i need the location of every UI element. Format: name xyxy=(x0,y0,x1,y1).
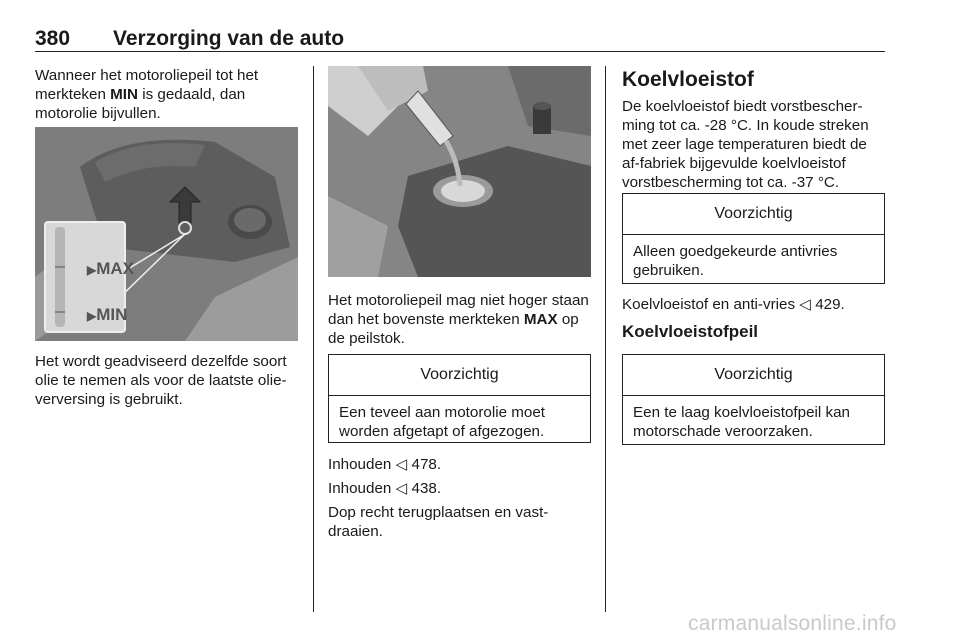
oil-filling-illustration xyxy=(328,66,591,277)
coolant-reference[interactable]: Koelvloeistof en anti-vries ◁ 429. xyxy=(622,296,845,313)
max-mark-label: ▶MAX xyxy=(87,259,135,278)
caution-box-coolant xyxy=(622,354,885,445)
dipstick-engine-image xyxy=(35,127,298,341)
caution-body: Een te laag koelvloeistofpeil kan motorschade veroorzaken. xyxy=(633,404,850,440)
min-mark-label: ▶MIN xyxy=(87,305,128,324)
page-ref-icon: ◁ xyxy=(799,296,811,313)
engine-illustration xyxy=(35,127,298,341)
capacities-reference-2[interactable]: Inhouden ◁ 438. xyxy=(328,480,442,497)
caution-title: Voorzichtig xyxy=(623,355,884,396)
page-ref-icon: ◁ xyxy=(395,480,408,497)
max-mark: MAX xyxy=(523,311,558,328)
header-rule xyxy=(35,51,885,52)
watermark: carmanualsonline.info xyxy=(688,612,897,635)
coolant-intro: De koelvloeistof biedt vorstbescherming tot ca. -28 °C. In koude streken met zeer lage temperaturen biedt de af-fabriek bijgevulde koelvloeistof vorstbescherming tot ca. -37 °C. xyxy=(622,98,869,191)
page-ref-icon: ◁ xyxy=(395,456,408,473)
capacities-reference-1[interactable]: Inhouden ◁ 478. xyxy=(328,456,442,473)
caution-body: Alleen goedgekeurde antivries gebruiken. xyxy=(633,243,838,279)
column-divider-1 xyxy=(313,66,314,612)
min-mark: MIN xyxy=(110,86,138,103)
caution-title: Voorzichtig xyxy=(623,194,884,235)
oil-min-paragraph: Wanneer het motoroliepeil tot het merkteken MIN is gedaald, dan motorolie bijvullen. xyxy=(35,67,259,122)
page-number: 380 xyxy=(35,27,71,50)
oil-max-paragraph: Het motoroliepeil mag niet hoger staan dan het bovenste merkteken MAX op de peilstok. xyxy=(328,292,589,347)
cap-refit-paragraph: Dop recht terugplaatsen en vastdraaien. xyxy=(328,504,549,540)
caution-box-oil xyxy=(328,354,591,443)
column-divider-2 xyxy=(605,66,606,612)
page-title: Verzorging van de auto xyxy=(113,27,345,50)
caution-title: Voorzichtig xyxy=(329,355,590,396)
caution-body: Een teveel aan motorolie moet worden afgetapt of afgezogen. xyxy=(339,404,545,440)
caution-box-antifreeze xyxy=(622,193,885,284)
coolant-level-subheading: Koelvloeistofpeil xyxy=(622,322,759,341)
oil-filling-image xyxy=(328,66,591,277)
oil-advice-paragraph: Het wordt geadviseerd dezelfde soort olie te nemen als voor de laatste olieverversing is gebruikt. xyxy=(35,353,287,408)
coolant-heading: Koelvloeistof xyxy=(622,68,754,91)
